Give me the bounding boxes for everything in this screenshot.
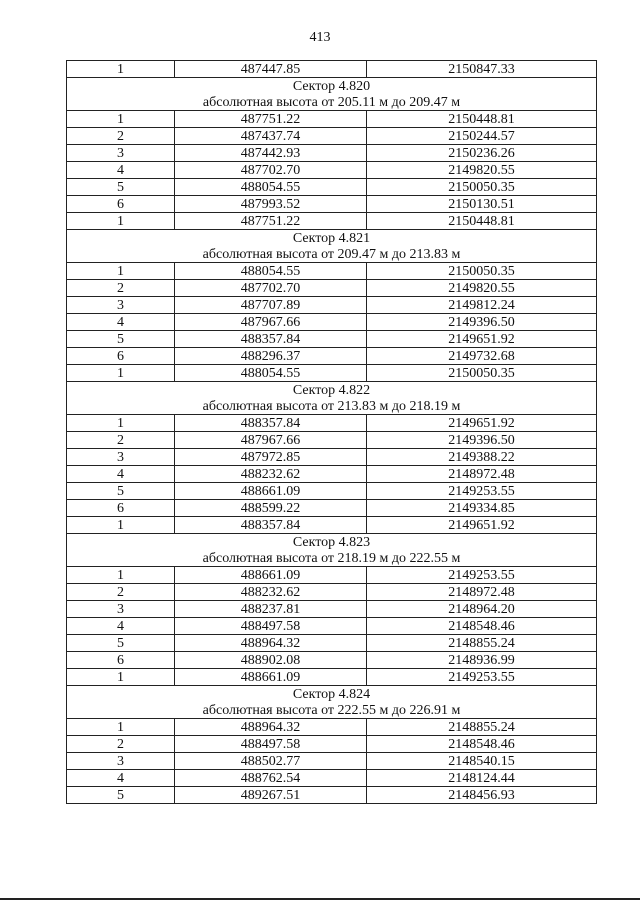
sector-altitude-row [67,246,597,263]
x-coordinate-cell: 487707.89 [175,297,367,314]
y-coordinate-cell: 2149388.22 [367,449,597,466]
table-row [67,61,597,78]
table-row [67,567,597,584]
table-row [67,297,597,314]
sector-title: Сектор 4.821 [67,230,597,247]
x-coordinate-cell: 487437.74 [175,128,367,145]
table-row [67,449,597,466]
x-coordinate-cell: 487442.93 [175,145,367,162]
point-number-cell: 1 [67,365,175,382]
x-coordinate-cell: 489267.51 [175,787,367,804]
table-row [67,111,597,128]
x-coordinate-cell: 488661.09 [175,567,367,584]
table-row [67,331,597,348]
table-row [67,280,597,297]
sector-title: Сектор 4.820 [67,78,597,95]
table-row [67,145,597,162]
x-coordinate-cell: 487751.22 [175,213,367,230]
x-coordinate-cell: 488296.37 [175,348,367,365]
sector-altitude: абсолютная высота от 205.11 м до 209.47 м [67,94,597,111]
table-row [67,466,597,483]
table-row [67,500,597,517]
y-coordinate-cell: 2148456.93 [367,787,597,804]
y-coordinate-cell: 2148548.46 [367,736,597,753]
y-coordinate-cell: 2149812.24 [367,297,597,314]
y-coordinate-cell: 2150847.33 [367,61,597,78]
point-number-cell: 6 [67,348,175,365]
coordinates-table-body [67,61,597,804]
sector-title: Сектор 4.822 [67,382,597,399]
point-number-cell: 2 [67,128,175,145]
sector-altitude: абсолютная высота от 218.19 м до 222.55 м [67,550,597,567]
table-row [67,601,597,618]
y-coordinate-cell: 2148540.15 [367,753,597,770]
x-coordinate-cell: 488762.54 [175,770,367,787]
table-row [67,652,597,669]
sector-title-row [67,382,597,399]
y-coordinate-cell: 2149651.92 [367,331,597,348]
point-number-cell: 3 [67,297,175,314]
point-number-cell: 1 [67,719,175,736]
point-number-cell: 5 [67,331,175,348]
table-row [67,432,597,449]
point-number-cell: 1 [67,213,175,230]
table-row [67,517,597,534]
x-coordinate-cell: 487702.70 [175,280,367,297]
table-row [67,618,597,635]
point-number-cell: 3 [67,601,175,618]
table-row [67,314,597,331]
x-coordinate-cell: 488237.81 [175,601,367,618]
y-coordinate-cell: 2148548.46 [367,618,597,635]
table-row [67,365,597,382]
x-coordinate-cell: 487993.52 [175,196,367,213]
x-coordinate-cell: 488661.09 [175,483,367,500]
y-coordinate-cell: 2150050.35 [367,365,597,382]
y-coordinate-cell: 2148972.48 [367,584,597,601]
x-coordinate-cell: 487972.85 [175,449,367,466]
y-coordinate-cell: 2148124.44 [367,770,597,787]
sector-title: Сектор 4.823 [67,534,597,551]
sector-altitude-row [67,398,597,415]
y-coordinate-cell: 2148964.20 [367,601,597,618]
sector-title-row [67,534,597,551]
page-number: 413 [309,30,331,45]
x-coordinate-cell: 488661.09 [175,669,367,686]
y-coordinate-cell: 2149253.55 [367,669,597,686]
x-coordinate-cell: 488357.84 [175,415,367,432]
x-coordinate-cell: 488902.08 [175,652,367,669]
x-coordinate-cell: 487751.22 [175,111,367,128]
point-number-cell: 5 [67,483,175,500]
sector-title-row [67,230,597,247]
point-number-cell: 3 [67,753,175,770]
y-coordinate-cell: 2148936.99 [367,652,597,669]
sector-altitude-row [67,702,597,719]
x-coordinate-cell: 487967.66 [175,314,367,331]
x-coordinate-cell: 488054.55 [175,365,367,382]
y-coordinate-cell: 2149396.50 [367,314,597,331]
sector-title-row [67,78,597,95]
sector-altitude-row [67,550,597,567]
table-row [67,179,597,196]
scan-edge-line [0,898,640,900]
x-coordinate-cell: 487967.66 [175,432,367,449]
table-row [67,196,597,213]
point-number-cell: 1 [67,263,175,280]
sector-altitude-row [67,94,597,111]
table-row [67,162,597,179]
point-number-cell: 1 [67,415,175,432]
x-coordinate-cell: 488232.62 [175,584,367,601]
table-row [67,348,597,365]
point-number-cell: 4 [67,618,175,635]
y-coordinate-cell: 2150244.57 [367,128,597,145]
y-coordinate-cell: 2150050.35 [367,263,597,280]
point-number-cell: 3 [67,449,175,466]
x-coordinate-cell: 488599.22 [175,500,367,517]
point-number-cell: 4 [67,466,175,483]
table-row [67,415,597,432]
y-coordinate-cell: 2149253.55 [367,567,597,584]
point-number-cell: 2 [67,736,175,753]
point-number-cell: 2 [67,432,175,449]
y-coordinate-cell: 2149396.50 [367,432,597,449]
point-number-cell: 5 [67,635,175,652]
x-coordinate-cell: 487702.70 [175,162,367,179]
sector-altitude: абсолютная высота от 222.55 м до 226.91 м [67,702,597,719]
y-coordinate-cell: 2148855.24 [367,635,597,652]
y-coordinate-cell: 2150448.81 [367,213,597,230]
x-coordinate-cell: 488232.62 [175,466,367,483]
x-coordinate-cell: 488054.55 [175,179,367,196]
sector-title-row [67,686,597,703]
x-coordinate-cell: 488964.32 [175,719,367,736]
point-number-cell: 1 [67,61,175,78]
x-coordinate-cell: 488497.58 [175,618,367,635]
x-coordinate-cell: 488357.84 [175,517,367,534]
y-coordinate-cell: 2149820.55 [367,162,597,179]
table-row [67,787,597,804]
x-coordinate-cell: 488497.58 [175,736,367,753]
point-number-cell: 4 [67,314,175,331]
y-coordinate-cell: 2149253.55 [367,483,597,500]
table-row [67,263,597,280]
x-coordinate-cell: 488502.77 [175,753,367,770]
point-number-cell: 2 [67,584,175,601]
y-coordinate-cell: 2149651.92 [367,415,597,432]
x-coordinate-cell: 488054.55 [175,263,367,280]
y-coordinate-cell: 2148972.48 [367,466,597,483]
point-number-cell: 5 [67,179,175,196]
table-row [67,753,597,770]
table-row [67,736,597,753]
x-coordinate-cell: 488357.84 [175,331,367,348]
y-coordinate-cell: 2149334.85 [367,500,597,517]
y-coordinate-cell: 2149732.68 [367,348,597,365]
sector-title: Сектор 4.824 [67,686,597,703]
point-number-cell: 1 [67,669,175,686]
table-row [67,483,597,500]
point-number-cell: 5 [67,787,175,804]
point-number-cell: 1 [67,517,175,534]
table-row [67,635,597,652]
point-number-cell: 1 [67,567,175,584]
point-number-cell: 4 [67,770,175,787]
y-coordinate-cell: 2150130.51 [367,196,597,213]
table-row [67,584,597,601]
table-row [67,669,597,686]
coordinates-table [66,60,597,804]
point-number-cell: 6 [67,500,175,517]
table-row [67,128,597,145]
point-number-cell: 6 [67,196,175,213]
table-row [67,213,597,230]
point-number-cell: 4 [67,162,175,179]
y-coordinate-cell: 2149651.92 [367,517,597,534]
x-coordinate-cell: 488964.32 [175,635,367,652]
y-coordinate-cell: 2149820.55 [367,280,597,297]
table-row [67,770,597,787]
y-coordinate-cell: 2150050.35 [367,179,597,196]
sector-altitude: абсолютная высота от 209.47 м до 213.83 м [67,246,597,263]
point-number-cell: 1 [67,111,175,128]
table-row [67,719,597,736]
sector-altitude: абсолютная высота от 213.83 м до 218.19 м [67,398,597,415]
point-number-cell: 2 [67,280,175,297]
y-coordinate-cell: 2150448.81 [367,111,597,128]
point-number-cell: 6 [67,652,175,669]
y-coordinate-cell: 2148855.24 [367,719,597,736]
y-coordinate-cell: 2150236.26 [367,145,597,162]
x-coordinate-cell: 487447.85 [175,61,367,78]
point-number-cell: 3 [67,145,175,162]
